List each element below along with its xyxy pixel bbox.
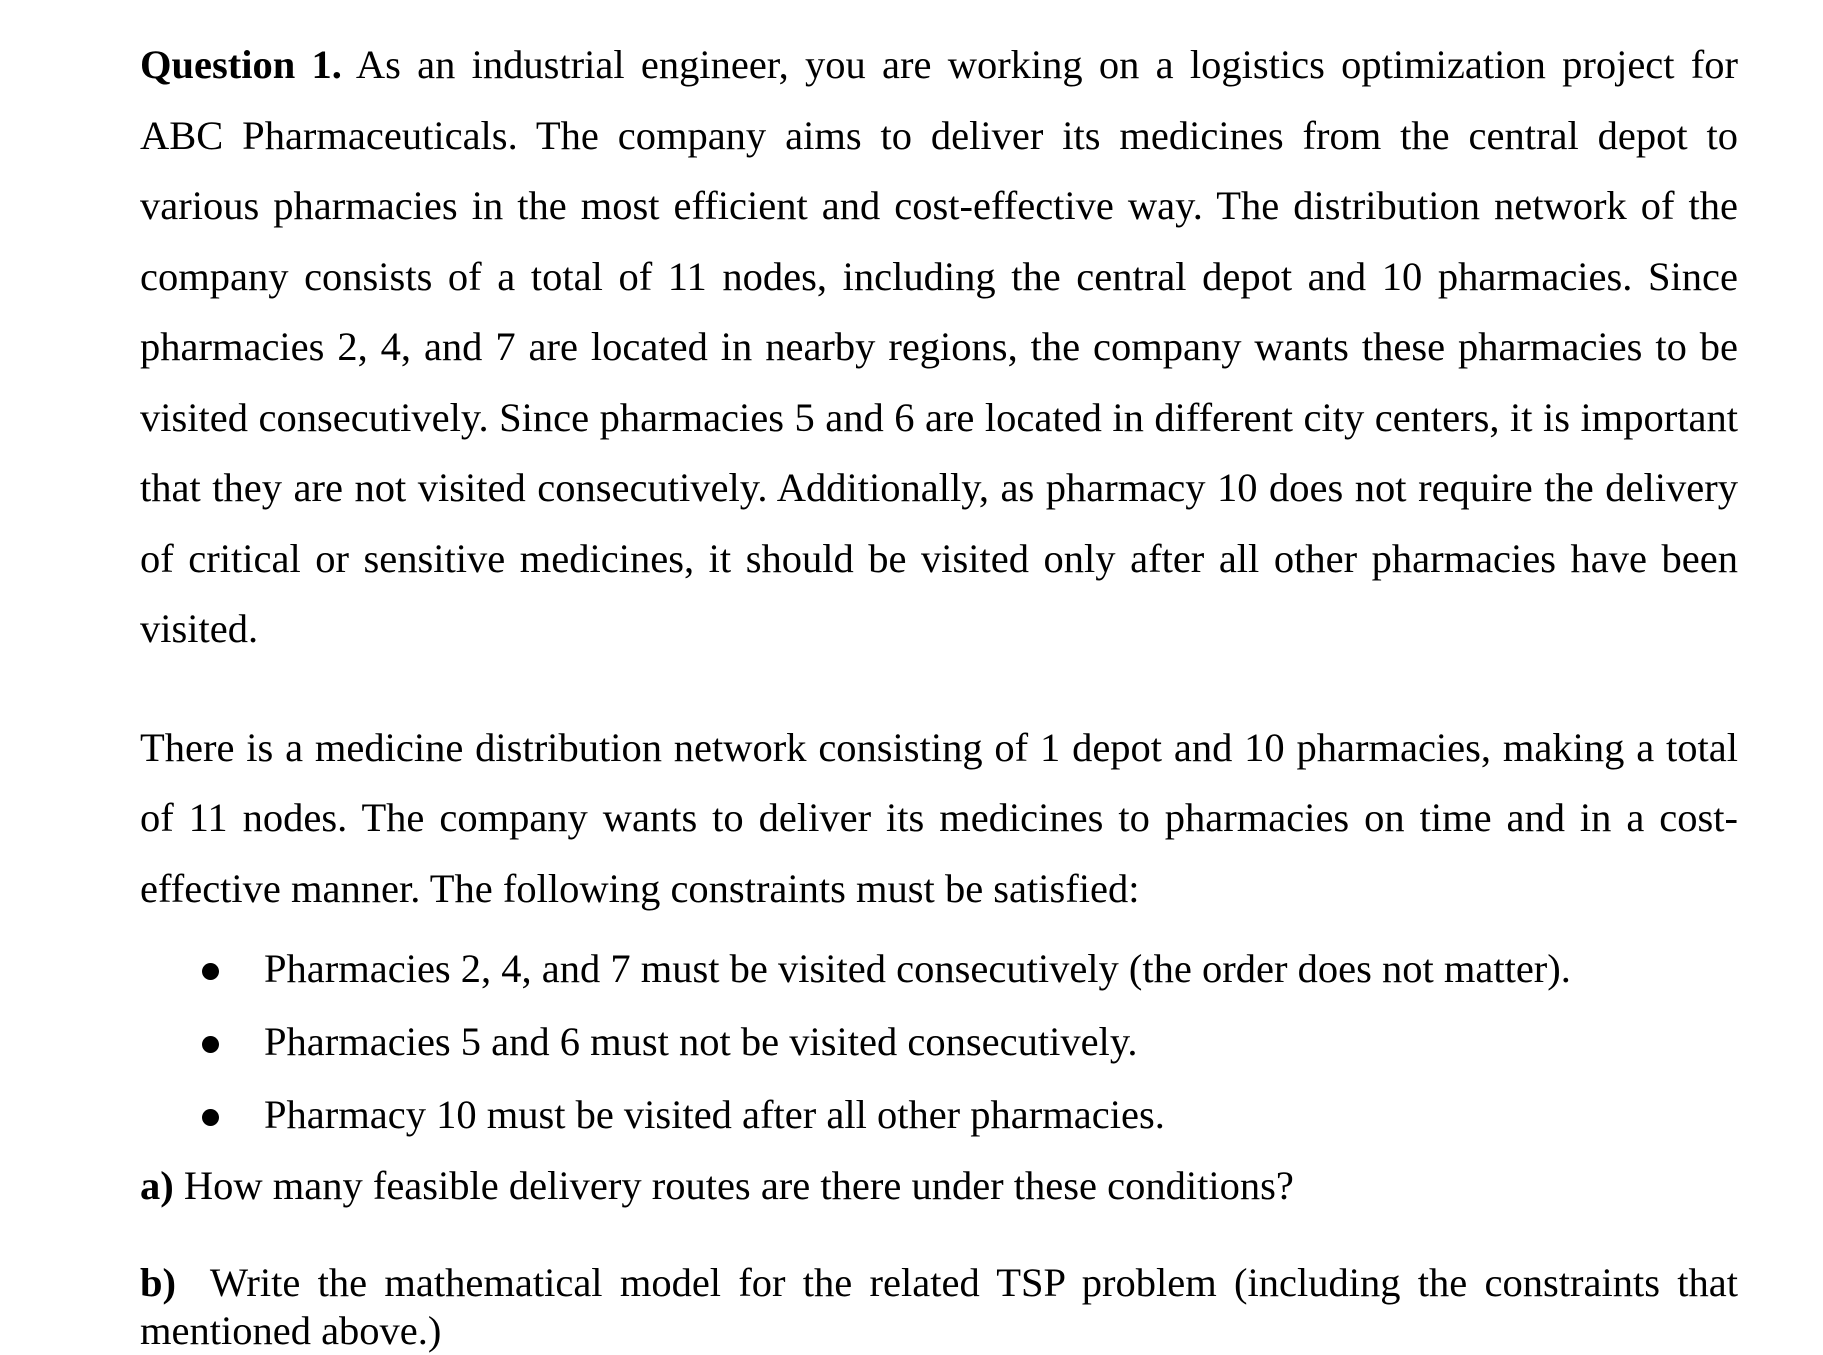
question-a xyxy=(140,1151,1738,1221)
intro-paragraph xyxy=(140,30,1738,665)
document-page xyxy=(140,30,1738,1355)
bullet-icon xyxy=(202,1036,219,1053)
constraint-item xyxy=(140,932,1738,1005)
constraint-text: Pharmacies 5 and 6 must not be visited consecutively. xyxy=(264,1019,1138,1064)
constraint-item xyxy=(140,1005,1738,1078)
question-a-label: a) xyxy=(140,1163,174,1208)
question-a-text: How many feasible delivery routes are there under these conditions? xyxy=(183,1163,1294,1208)
question-b-text: Write the mathematical model for the related TSP problem (including the constraints that mentioned above.) xyxy=(140,1260,1738,1353)
bullet-icon xyxy=(202,963,219,980)
constraint-text: Pharmacies 2, 4, and 7 must be visited consecutively (the order does not matter). xyxy=(264,946,1571,991)
constraints-list xyxy=(140,932,1738,1151)
question-title: Question 1. xyxy=(140,42,342,87)
network-paragraph: There is a medicine distribution network consisting of 1 depot and 10 pharmacies, making a total of 11 nodes. The company wants to deliver its medicines to pharmacies on time and in a cost-effective manner. The following constraints must be satisfied: xyxy=(140,724,1738,911)
constraint-item xyxy=(140,1078,1738,1151)
bullet-icon xyxy=(202,1109,219,1126)
question-b xyxy=(140,1259,1738,1355)
question-b-label: b) xyxy=(140,1260,177,1305)
intro-text: As an industrial engineer, you are working on a logistics optimization project for ABC Pharmaceuticals. The company aims to deliver its medicines from the central depot to various pharmacies in the most efficient and cost-effective way. The distribution network of the company consists of a total of 11 nodes, including the central depot and 10 pharmacies. Since pharmacies 2, 4, and 7 are located in nearby regions, the company wants these pharmacies to be visited consecutively. Since pharmacies 5 and 6 are located in different city centers, it is important that they are not visited consecutively. Additionally, as pharmacy 10 does not require the delivery of critical or sensitive medicines, it should be visited only after all other pharmacies have been visited. xyxy=(140,42,1739,651)
constraint-text: Pharmacy 10 must be visited after all other pharmacies. xyxy=(264,1092,1165,1137)
